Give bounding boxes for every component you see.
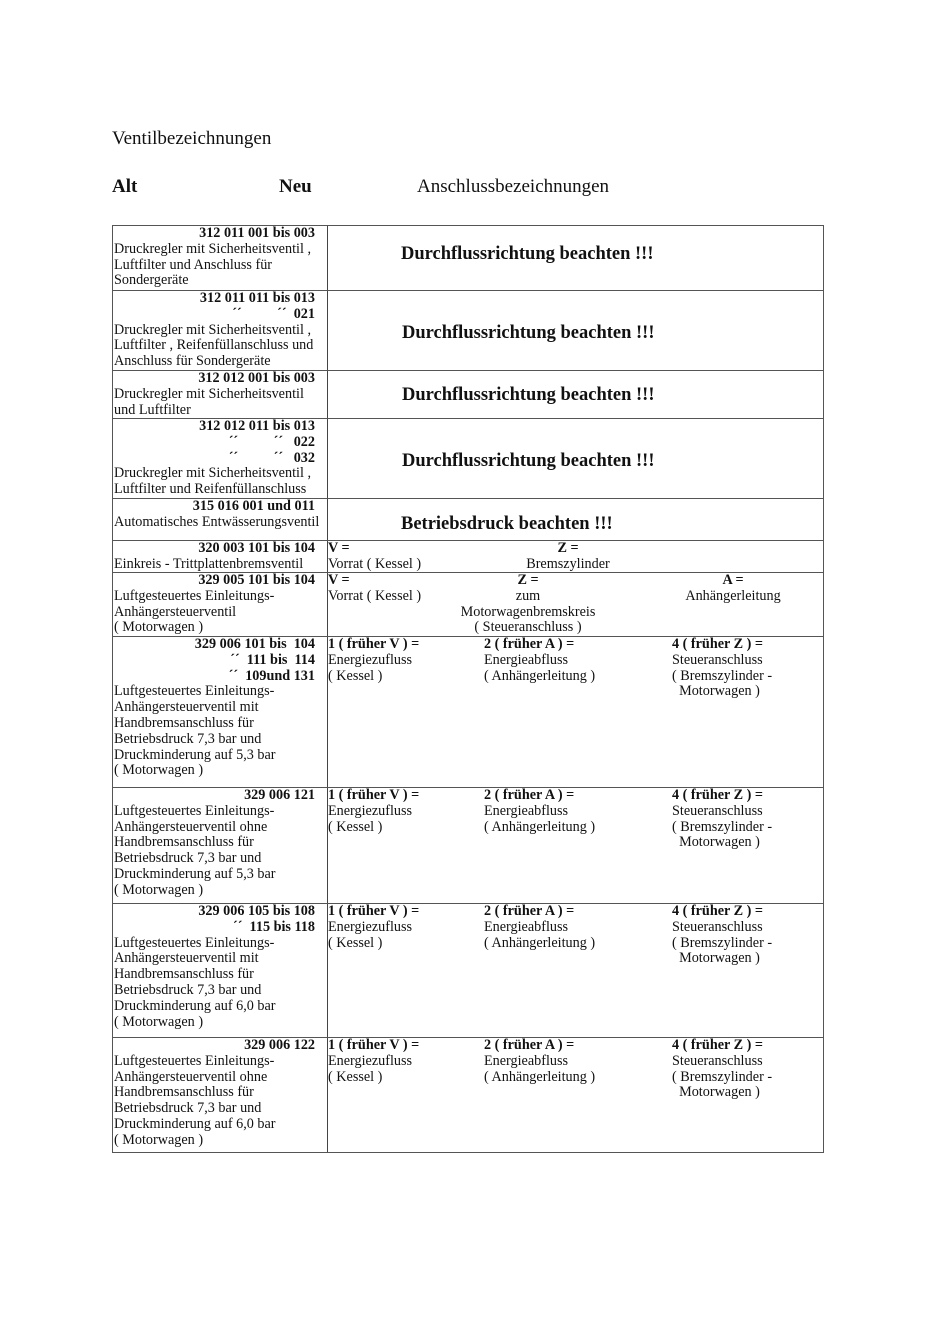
port-label: 1 ( früher V ) = xyxy=(328,636,420,652)
port-description-line: Steueranschluss xyxy=(672,1052,763,1069)
port-designation xyxy=(484,788,644,835)
port-label: A = xyxy=(722,572,744,588)
port-designation xyxy=(672,904,822,967)
valve-cell xyxy=(113,904,327,1030)
valve-description-line: Anhängersteuerventil mit xyxy=(114,699,259,716)
port-description-line: ( Bremszylinder - xyxy=(672,818,773,835)
table-row xyxy=(113,1037,823,1152)
port-description-line: ( Anhängerleitung ) xyxy=(484,934,596,951)
table-row xyxy=(113,903,823,1037)
warning-note: Durchflussrichtung beachten !!! xyxy=(402,385,655,405)
port-label: V = xyxy=(328,572,350,588)
valve-cell xyxy=(113,637,327,779)
valve-description-line: und Luftfilter xyxy=(114,401,191,418)
valve-number: 329 006 121 xyxy=(244,787,315,803)
valve-description-line: Betriebsdruck 7,3 bar und xyxy=(114,730,262,747)
valve-number: ´´ ´´ 021 xyxy=(232,305,315,322)
valve-number: 312 012 011 bis 013 xyxy=(199,418,315,434)
port-designation xyxy=(328,573,438,605)
valve-description-line: Anhängersteuerventil xyxy=(114,603,237,620)
valve-description-line: Luftgesteuertes Einleitungs- xyxy=(114,1052,275,1069)
valve-description-line: Handbremsanschluss für xyxy=(114,834,254,851)
port-label: 2 ( früher A ) = xyxy=(484,636,575,652)
valve-cell xyxy=(113,541,327,573)
port-designation xyxy=(673,573,793,605)
valve-description-line: Handbremsanschluss für xyxy=(114,714,254,731)
header-neu: Neu xyxy=(279,176,312,197)
port-label: Z = xyxy=(517,572,539,588)
port-description-line: ( Kessel ) xyxy=(328,1068,383,1085)
port-designation xyxy=(484,904,644,951)
port-description-line: Energieabfluss xyxy=(484,802,569,819)
port-designation xyxy=(672,637,822,700)
port-description-line: Steueranschluss xyxy=(672,802,763,819)
valve-number: ´´ 111 bis 114 xyxy=(230,651,315,668)
valve-description-line: Betriebsdruck 7,3 bar und xyxy=(114,850,262,867)
valve-description-line: Luftgesteuertes Einleitungs- xyxy=(114,683,275,700)
header-anschlussbezeichnungen: Anschlussbezeichnungen xyxy=(417,176,610,197)
valve-description-line: Druckregler mit Sicherheitsventil , xyxy=(114,240,311,257)
table-row xyxy=(113,290,823,370)
valve-cell xyxy=(113,291,327,370)
port-description-line: Anhängerleitung xyxy=(685,587,781,604)
valve-description-line: Anhängersteuerventil mit xyxy=(114,950,259,967)
port-label: 4 ( früher Z ) = xyxy=(672,787,763,803)
port-designation xyxy=(328,904,468,951)
port-description-line: ( Bremszylinder - xyxy=(672,934,773,951)
port-description-line: Steueranschluss xyxy=(672,651,763,668)
port-description-line: zum xyxy=(515,587,541,604)
valve-description-line: ( Motorwagen ) xyxy=(114,619,204,636)
valve-number: 315 016 001 und 011 xyxy=(192,498,315,514)
port-description-line: Bremszylinder xyxy=(526,555,610,572)
valve-cell xyxy=(113,499,327,531)
valve-description-line: ( Motorwagen ) xyxy=(114,762,204,779)
valve-description-line: Sondergeräte xyxy=(114,272,189,289)
header-alt: Alt xyxy=(112,176,138,197)
valve-description-line: Druckminderung auf 5,3 bar xyxy=(114,746,276,763)
port-label: Z = xyxy=(557,540,579,556)
warning-note: Durchflussrichtung beachten !!! xyxy=(402,451,655,471)
valve-description-line: Druckregler mit Sicherheitsventil xyxy=(114,385,304,402)
valve-description-line: Luftgesteuertes Einleitungs- xyxy=(114,587,275,604)
warning-note: Durchflussrichtung beachten !!! xyxy=(401,244,654,264)
port-label: 1 ( früher V ) = xyxy=(328,903,420,919)
valve-description-line: Luftgesteuertes Einleitungs- xyxy=(114,802,275,819)
port-label: 4 ( früher Z ) = xyxy=(672,903,763,919)
port-description-line: Motorwagen ) xyxy=(672,834,760,851)
warning-note: Durchflussrichtung beachten !!! xyxy=(402,323,655,343)
valve-table xyxy=(112,225,824,1153)
valve-number: ´´ 109und 131 xyxy=(228,667,315,684)
port-description-line: Energieabfluss xyxy=(484,918,569,935)
port-description-line: ( Steueranschluss ) xyxy=(474,619,582,636)
port-designation xyxy=(328,637,468,684)
port-description-line: Energieabfluss xyxy=(484,651,569,668)
valve-number: 312 012 001 bis 003 xyxy=(198,370,315,386)
port-description-line: ( Anhängerleitung ) xyxy=(484,1068,596,1085)
valve-description-line: Handbremsanschluss für xyxy=(114,1084,254,1101)
table-row xyxy=(113,787,823,903)
valve-number: 320 003 101 bis 104 xyxy=(198,540,315,556)
table-row xyxy=(113,418,823,498)
port-description-line: Energiezufluss xyxy=(328,802,413,819)
port-designation xyxy=(672,788,822,851)
port-designation xyxy=(328,1038,468,1085)
port-description-line: Vorrat ( Kessel ) xyxy=(328,587,422,604)
port-description-line: ( Anhängerleitung ) xyxy=(484,818,596,835)
valve-description-line: Luftfilter und Reifenfüllanschluss xyxy=(114,481,307,498)
port-label: 4 ( früher Z ) = xyxy=(672,1037,763,1053)
valve-description-line: Druckminderung auf 5,3 bar xyxy=(114,865,276,882)
table-row xyxy=(113,540,823,572)
valve-description-line: Betriebsdruck 7,3 bar und xyxy=(114,1100,262,1117)
port-description-line: Motorwagen ) xyxy=(672,1084,760,1101)
valve-number: 329 006 122 xyxy=(244,1037,315,1053)
valve-description-line: Einkreis - Trittplattenbremsventil xyxy=(114,555,304,572)
valve-cell xyxy=(113,1038,327,1149)
valve-number: ´´ ´´ 032 xyxy=(228,449,315,466)
valve-description-line: Handbremsanschluss für xyxy=(114,966,254,983)
port-designation xyxy=(328,541,438,573)
valve-description-line: Anhängersteuerventil ohne xyxy=(114,1068,268,1085)
valve-number: 329 005 101 bis 104 xyxy=(198,572,315,588)
port-description-line: ( Kessel ) xyxy=(328,667,383,684)
valve-description-line: Druckminderung auf 6,0 bar xyxy=(114,1115,276,1132)
port-designation xyxy=(328,788,468,835)
port-description-line: Energiezufluss xyxy=(328,651,413,668)
port-description-line: ( Kessel ) xyxy=(328,818,383,835)
port-label: 2 ( früher A ) = xyxy=(484,787,575,803)
port-description-line: Energiezufluss xyxy=(328,1052,413,1069)
valve-cell xyxy=(113,788,327,899)
port-designation xyxy=(672,1038,822,1101)
port-description-line: Energiezufluss xyxy=(328,918,413,935)
port-description-line: ( Kessel ) xyxy=(328,934,383,951)
valve-description-line: Anhängersteuerventil ohne xyxy=(114,818,268,835)
valve-description-line: Betriebsdruck 7,3 bar und xyxy=(114,981,262,998)
port-label: 1 ( früher V ) = xyxy=(328,787,420,803)
valve-description-line: ( Motorwagen ) xyxy=(114,881,204,898)
port-designation xyxy=(503,541,633,573)
port-designation xyxy=(484,1038,644,1085)
port-description-line: Motorwagen ) xyxy=(672,950,760,967)
port-label: 2 ( früher A ) = xyxy=(484,903,575,919)
port-description-line: Vorrat ( Kessel ) xyxy=(328,555,422,572)
port-description-line: ( Bremszylinder - xyxy=(672,667,773,684)
valve-description-line: Druckregler mit Sicherheitsventil , xyxy=(114,321,311,338)
port-label: 2 ( früher A ) = xyxy=(484,1037,575,1053)
port-label: 4 ( früher Z ) = xyxy=(672,636,763,652)
valve-cell xyxy=(113,371,327,418)
table-row xyxy=(113,636,823,787)
table-row xyxy=(113,226,823,290)
valve-description-line: ( Motorwagen ) xyxy=(114,1013,204,1030)
table-row xyxy=(113,572,823,636)
port-description-line: ( Anhängerleitung ) xyxy=(484,667,596,684)
valve-cell xyxy=(113,419,327,498)
valve-description-line: Anschluss für Sondergeräte xyxy=(114,353,271,370)
port-designation xyxy=(484,637,644,684)
document-title: Ventilbezeichnungen xyxy=(112,128,272,149)
valve-description-line: ( Motorwagen ) xyxy=(114,1131,204,1148)
valve-description-line: Druckregler mit Sicherheitsventil , xyxy=(114,465,311,482)
valve-number: 329 006 105 bis 108 xyxy=(198,903,315,919)
port-label: V = xyxy=(328,540,350,556)
valve-description-line: Luftfilter und Anschluss für xyxy=(114,256,273,273)
port-designation xyxy=(458,573,598,636)
table-row xyxy=(113,370,823,418)
port-description-line: ( Bremszylinder - xyxy=(672,1068,773,1085)
valve-number: ´´ ´´ 022 xyxy=(228,433,315,450)
valve-description-line: Druckminderung auf 6,0 bar xyxy=(114,997,276,1014)
port-description-line: Steueranschluss xyxy=(672,918,763,935)
valve-description-line: Luftgesteuertes Einleitungs- xyxy=(114,934,275,951)
table-row xyxy=(113,498,823,540)
warning-note: Betriebsdruck beachten !!! xyxy=(401,514,613,534)
valve-cell xyxy=(113,573,327,636)
valve-number: 312 011 011 bis 013 xyxy=(199,290,315,306)
port-description-line: Energieabfluss xyxy=(484,1052,569,1069)
port-description-line: Motorwagen ) xyxy=(672,683,760,700)
valve-description-line: Automatisches Entwässerungsventil xyxy=(114,513,320,530)
valve-number: 329 006 101 bis 104 xyxy=(194,636,315,652)
valve-number: 312 011 001 bis 003 xyxy=(199,225,315,241)
valve-cell xyxy=(113,226,327,289)
valve-description-line: Luftfilter , Reifenfüllanschluss und xyxy=(114,337,314,354)
port-label: 1 ( früher V ) = xyxy=(328,1037,420,1053)
port-description-line: Motorwagenbremskreis xyxy=(460,603,596,620)
valve-number: ´´ 115 bis 118 xyxy=(233,918,315,935)
